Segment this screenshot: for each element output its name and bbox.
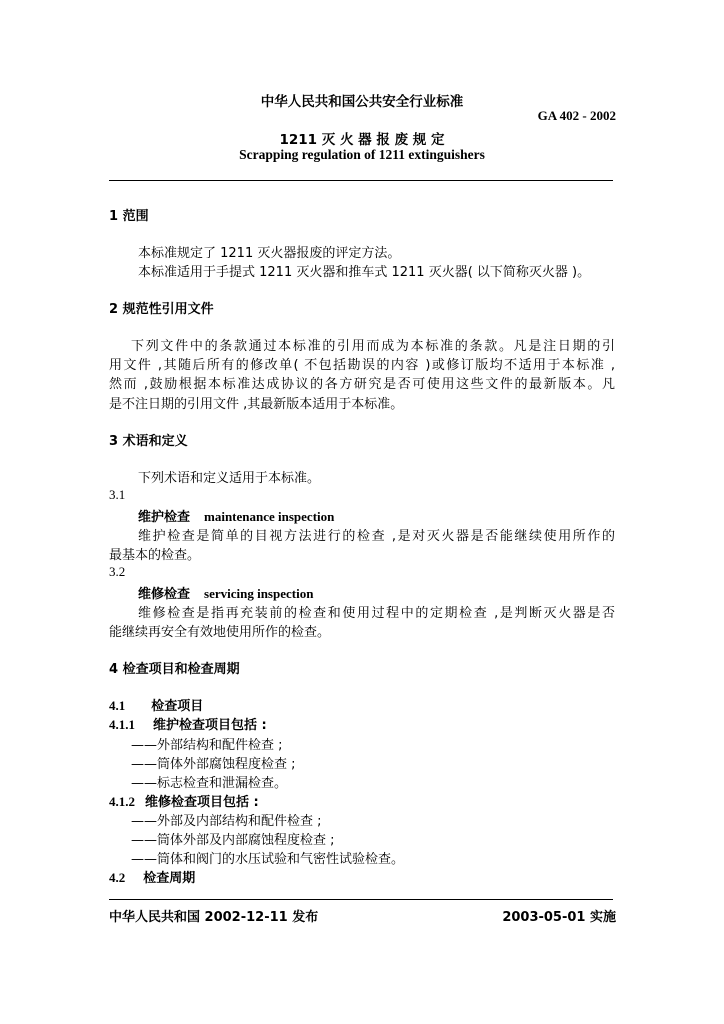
section-3-heading: 3 术语和定义 [109,434,188,449]
term-3-2-name-en: servicing inspection [204,586,314,601]
list-item: ——筒体和阀门的水压试验和气密性试验检查。 [131,852,405,867]
section-4-1-1-number: 4.1.1 [109,717,135,732]
term-3-1-name-en: maintenance inspection [204,509,335,524]
term-3-2-def-line-2: 能继续再安全有效地使用所作的检查。 [109,625,331,640]
section-2-line-2: 用文件 ,其随后所有的修改单( 不包括勘误的内容 )或修订版均不适用于本标准 , [109,358,615,373]
document-title-en: Scrapping regulation of 1211 extinguishers [239,147,485,162]
term-3-1-number: 3.1 [109,487,126,502]
section-1-para-1: 本标准规定了 1211 灭火器报废的评定方法。 [138,246,401,261]
term-3-1-def-line-1: 维护检查是简单的目视方法进行的检查 ,是对灭火器是否能继续使用所作的 [138,529,615,544]
section-2-line-1: 下列文件中的条款通过本标准的引用而成为本标准的条款。凡是注日期的引 [131,339,615,354]
section-4-1-title: 检查项目 [151,699,204,714]
standard-code: GA 402 - 2002 [537,108,616,123]
list-item: ——外部结构和配件检查 ; [131,738,283,753]
section-4-2-title: 检查周期 [143,871,196,886]
term-3-2-name-cn: 维修检查 [138,587,191,602]
term-3-2-number: 3.2 [109,564,126,579]
section-4-1-2-number: 4.1.2 [109,794,135,809]
section-2-line-4: 是不注日期的引用文件 ,其最新版本适用于本标准。 [109,397,404,412]
list-item: ——外部及内部结构和配件检查 ; [131,814,322,829]
section-4-heading: 4 检查项目和检查周期 [109,662,240,677]
term-3-1-name-cn: 维护检查 [138,510,191,525]
section-1-heading: 1 范围 [109,209,149,224]
header-divider [109,180,613,181]
section-4-1-1-title: 维护检查项目包括 : [153,718,267,733]
document-title-cn: 1211 灭 火 器 报 废 规 定 [279,132,445,148]
effective-date: 2003-05-01 实施 [502,910,616,925]
section-4-1-1-heading [109,714,267,733]
section-4-1-2-title: 维修检查项目包括 : [145,795,259,810]
list-item: ——标志检查和泄漏检查。 [131,776,288,791]
issuer-title: 中华人民共和国公共安全行业标准 [260,94,464,110]
term-3-1-heading [138,506,334,525]
section-4-2-heading [109,867,195,886]
term-3-2-def-line-1: 维修检查是指再充装前的检查和使用过程中的定期检查 ,是判断灭火器是否 [138,606,615,621]
section-3-intro: 下列术语和定义适用于本标准。 [138,471,321,486]
term-3-1-def-line-2: 最基本的检查。 [109,548,201,563]
list-item: ——筒体外部及内部腐蚀程度检查 ; [131,833,335,848]
list-item: ——筒体外部腐蚀程度检查 ; [131,757,296,772]
footer-divider [109,899,613,900]
section-4-1-2-heading [109,791,259,810]
term-3-2-heading [138,583,313,602]
section-4-1-number: 4.1 [109,698,126,713]
issue-date: 中华人民共和国 2002-12-11 发布 [109,910,319,925]
section-4-1-heading [109,695,203,714]
section-4-2-number: 4.2 [109,870,126,885]
section-2-line-3: 然而 ,鼓励根据本标准达成协议的各方研究是否可使用这些文件的最新版本。凡 [109,377,615,392]
section-2-heading: 2 规范性引用文件 [109,302,214,317]
section-1-para-2: 本标准适用于手提式 1211 灭火器和推车式 1211 灭火器( 以下简称灭火器 )。 [138,265,591,280]
